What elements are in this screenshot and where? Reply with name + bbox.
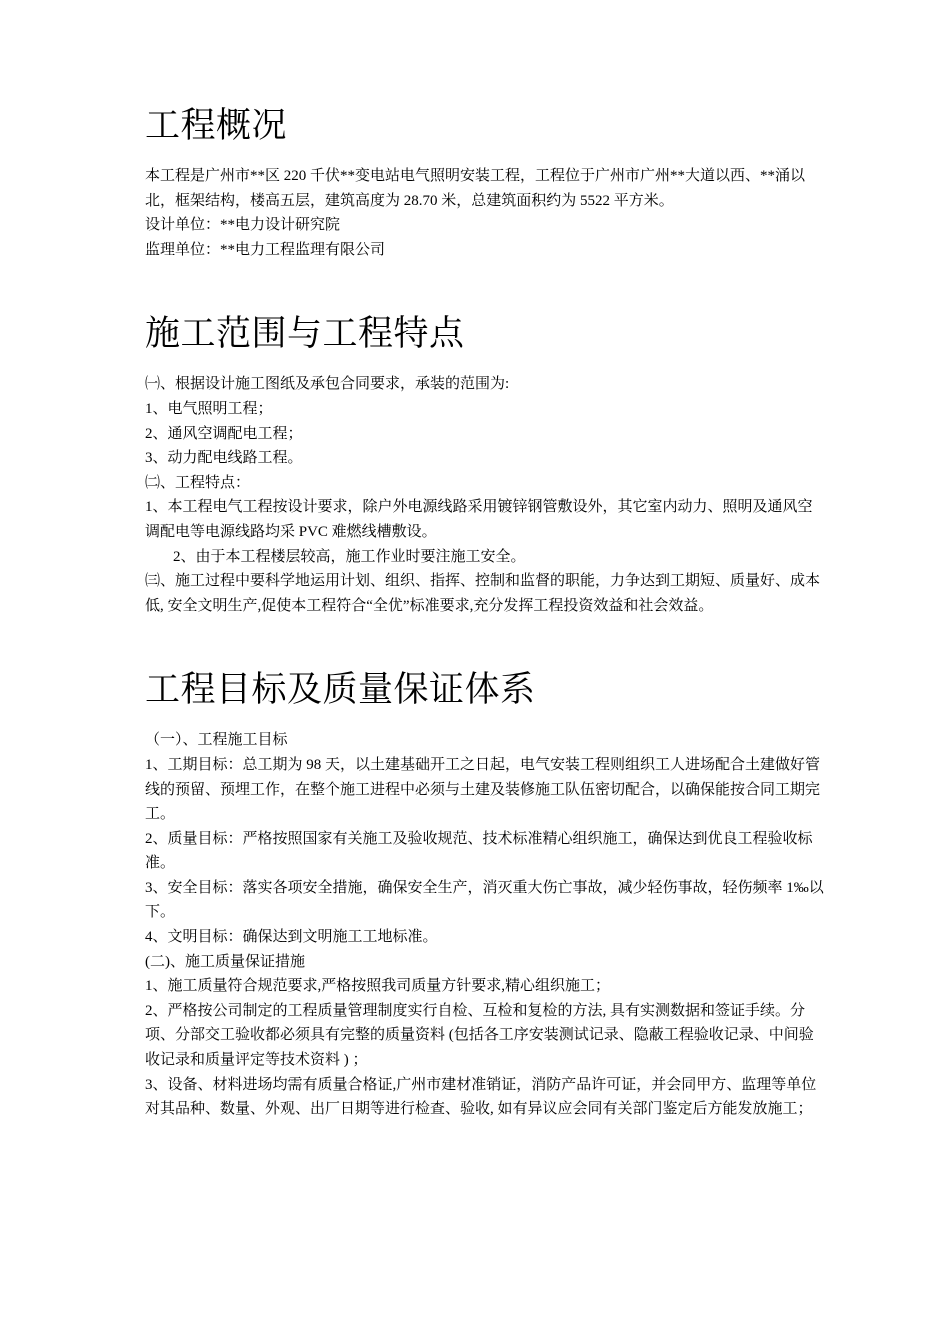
paragraph: 设计单位：**电力设计研究院 [145, 217, 341, 234]
paragraph: 1、施工质量符合规范要求,严格按照我司质量方针要求,精心组织施工； [145, 978, 611, 995]
section-title-goals: 工程目标及质量保证体系 [145, 670, 536, 711]
section-title-overview: 工程概况 [145, 106, 288, 146]
document-content [145, 100, 825, 1122]
paragraph: 本工程是广州市**区 220 千伏**变电站电气照明安装工程，工程位于广州市广州**大道以西、**涌以北，框架结构，楼高五层，建筑高度为 28.70 米，总建筑面积约为 5522 平方米。 [145, 168, 806, 209]
paragraph: ㈢、施工过程中要科学地运用计划、组织、指挥、控制和监督的职能，力争达到工期短、质量好、成本低, 安全文明生产,促使本工程符合“全优”标准要求,充分发挥工程投资效益和社会效益。 [145, 573, 821, 614]
paragraph: 2、由于本工程楼层较高，施工作业时要注施工安全。 [173, 548, 526, 565]
paragraph: ㈡、工程特点： [145, 474, 251, 491]
paragraph: 2、质量目标：严格按照国家有关施工及验收规范、技术标准精心组织施工，确保达到优良工程验收标准。 [145, 830, 813, 872]
paragraph: 3、安全目标：落实各项安全措施，确保安全生产，消灭重大伤亡事故，减少轻伤事故，轻伤频率 1‰以下。 [145, 879, 824, 921]
paragraph: 2、严格按公司制定的工程质量管理制度实行自检、互检和复检的方法, 具有实测数据和签证手续。分项、分部交工验收都必须具有完整的质量资料 (包括各工序安装测试记录、隐蔽工程验收记录、中间验收记录和质量评定等技术资料 ) ； [145, 1002, 814, 1069]
paragraph: 2、通风空调配电工程； [145, 425, 303, 442]
paragraph: 1、本工程电气工程按设计要求，除户外电源线路采用镀锌钢管敷设外，其它室内动力、照明及通风空调配电等电源线路均采 PVC 难燃线槽敷设。 [145, 499, 813, 540]
paragraph: 监理单位：**电力工程监理有限公司 [145, 241, 386, 258]
paragraph: 1、电气照明工程； [145, 400, 273, 417]
paragraph: 3、动力配电线路工程。 [145, 450, 303, 467]
paragraph: ㈠、根据设计施工图纸及承包合同要求，承装的范围为: [145, 376, 510, 393]
paragraph: （一）、工程施工目标 [145, 732, 288, 749]
paragraph: 3、设备、材料进场均需有质量合格证,广州市建材准销证，消防产品许可证，并会同甲方、监理等单位对其品种、数量、外观、出厂日期等进行检查、验收, 如有异议应会同有关部门鉴定后方能发放施工； [145, 1076, 817, 1118]
paragraph: (二)、施工质量保证措施 [145, 953, 305, 970]
paragraph: 1、工期目标：总工期为 98 天，以土建基础开工之日起，电气安装工程则组织工人进场配合土建做好管线的预留、预埋工作，在整个施工进程中必须与土建及装修施工队伍密切配合，以确保能按合同工期完工。 [145, 756, 821, 823]
paragraph: 4、文明目标：确保达到文明施工工地标准。 [145, 929, 438, 946]
section-title-scope: 施工范围与工程特点 [145, 314, 465, 355]
